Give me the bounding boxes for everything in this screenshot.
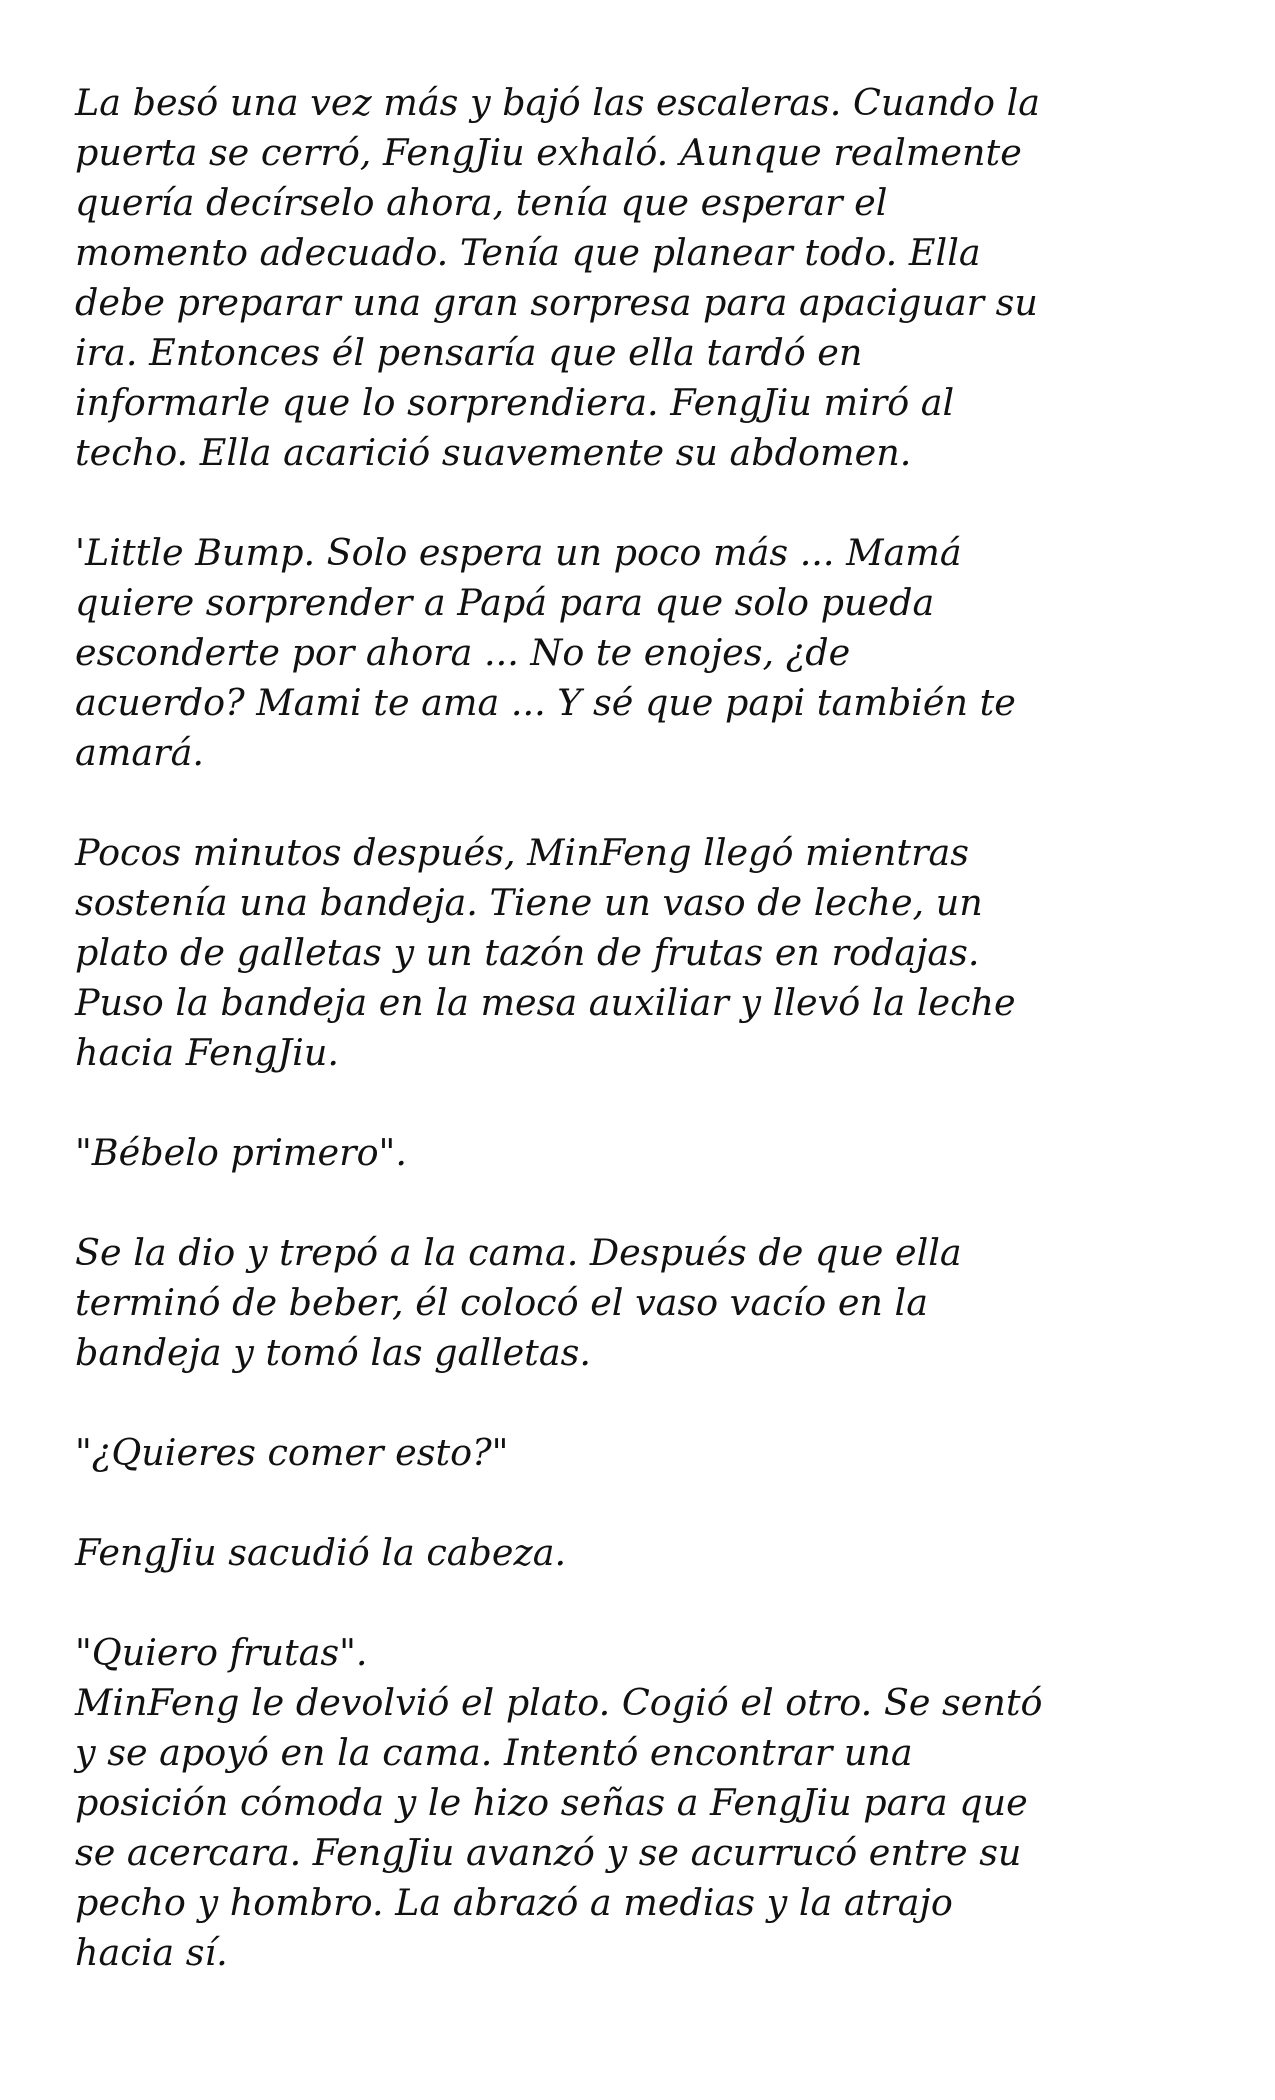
paragraph-3: Pocos minutos después, MinFeng llegó mientras sostenía una bandeja. Tiene un vaso de leche, un plato de galletas y un tazón de frutas en rodajas. Puso la bandeja en la mesa auxiliar y llevó la leche hacia FengJiu. — [75, 831, 1016, 1074]
paragraph-9: MinFeng le devolvió el plato. Cogió el otro. Se sentó y se apoyó en la cama. Intentó encontrar una posición cómoda y le hizo señas a FengJiu para que se acercara. FengJiu avanzó y se acurrucó entre su pecho y hombro. La abrazó a medias y la atrajo hacia sí. — [75, 1681, 1043, 1974]
paragraph-8: "Quiero frutas". — [75, 1631, 368, 1674]
paragraph-7: FengJiu sacudió la cabeza. — [75, 1531, 567, 1574]
document-body — [75, 78, 1225, 1978]
paragraph-2: 'Little Bump. Solo espera un poco más ... Mamá quiere sorprender a Papá para que solo pueda esconderte por ahora ... No te enojes, ¿de acuerdo? Mami te ama ... Y sé que papi también te amará. — [75, 531, 1016, 774]
paragraph-1: La besó una vez más y bajó las escaleras. Cuando la puerta se cerró, FengJiu exhaló. Aunque realmente quería decírselo ahora, tenía que esperar el momento adecuado. Tenía que planear todo. Ella debe preparar una gran sorpresa para apaciguar su ira. Entonces él pensaría que ella tardó en informarle que lo sorprendiera. FengJiu miró al techo. Ella acarició suavemente su abdomen. — [75, 81, 1041, 474]
paragraph-5: Se la dio y trepó a la cama. Después de que ella terminó de beber, él colocó el vaso vacío en la bandeja y tomó las galletas. — [75, 1231, 962, 1374]
paragraph-6: "¿Quieres comer esto?" — [75, 1431, 509, 1474]
paragraph-4: "Bébelo primero". — [75, 1131, 407, 1174]
